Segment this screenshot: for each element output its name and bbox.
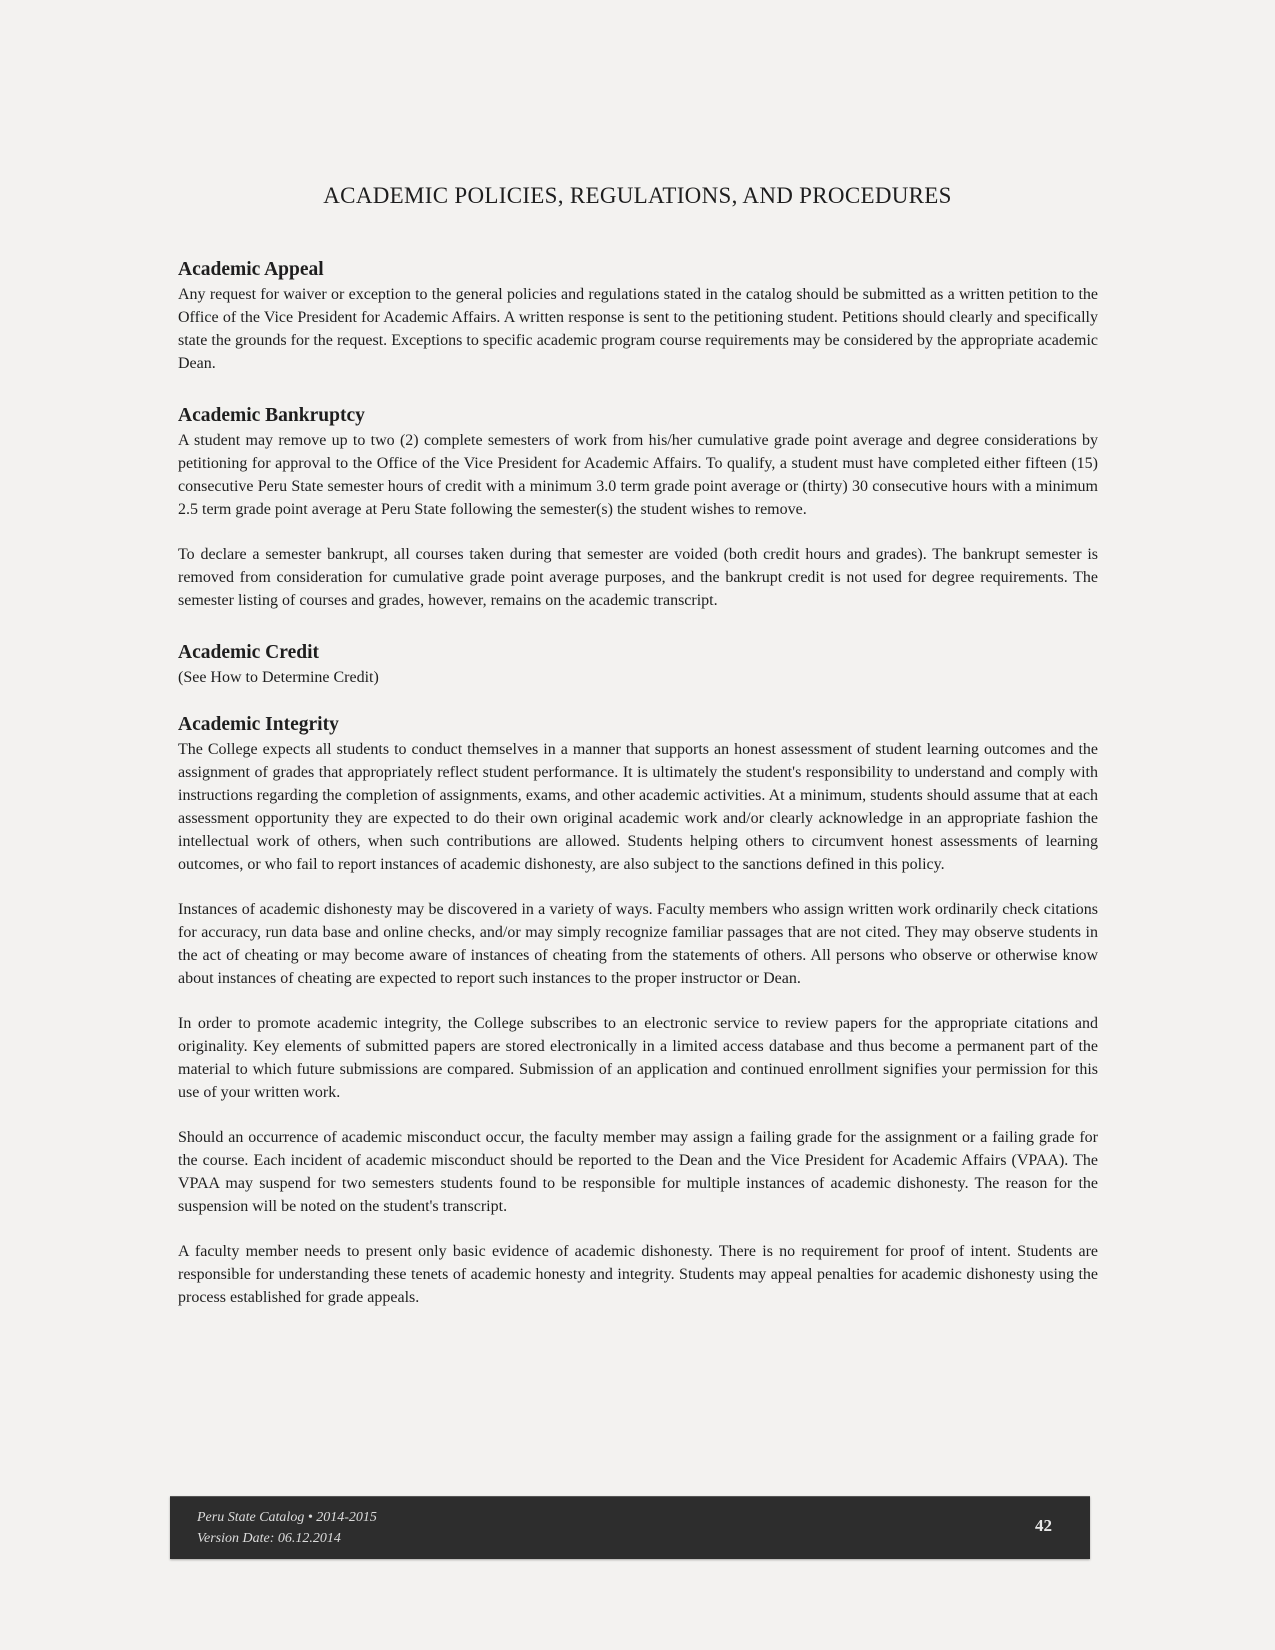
paragraph: In order to promote academic integrity, the College subscribes to an electronic service to review papers for the appropriate citations and originality. Key elements of submitted papers are stored electronically in a limited access database and thus become a permanent part of the material to which future submissions are compared. Submission of an application and continued enrollment signifies your permission for this use of your written work. bbox=[178, 1015, 1098, 1101]
footer-catalog-info bbox=[197, 1507, 377, 1549]
footer-version-date: Version Date: 06.12.2014 bbox=[197, 1531, 341, 1546]
cross-reference: (See How to Determine Credit) bbox=[178, 669, 379, 686]
paragraph: To declare a semester bankrupt, all courses taken during that semester are voided (both credit hours and grades). The bankrupt semester is removed from consideration for cumulative grade point average purposes, and the bankrupt credit is not used for degree requirements. The semester listing of courses and grades, however, remains on the academic transcript. bbox=[178, 546, 1098, 609]
section-academic-bankruptcy bbox=[178, 404, 1098, 612]
paragraph: A faculty member needs to present only basic evidence of academic dishonesty. There is no requirement for proof of intent. Students are responsible for understanding these tenets of academic honesty and integrity. Students may appeal penalties for academic dishonesty using the process established for grade appeals. bbox=[178, 1243, 1098, 1306]
paragraph: The College expects all students to conduct themselves in a manner that supports an honest assessment of student learning outcomes and the assignment of grades that appropriately reflect student performance. It is ultimately the student's responsibility to understand and comply with instructions regarding the completion of assignments, exams, and other academic activities. At a minimum, students should assume that at each assessment opportunity they are expected to do their own original academic work and/or clearly acknowledge in an appropriate fashion the intellectual work of others, when such contributions are allowed. Students helping others to circumvent honest assessments of learning outcomes, or who fail to report instances of academic dishonesty, are also subject to the sanctions defined in this policy. bbox=[178, 741, 1098, 873]
paragraph: A student may remove up to two (2) complete semesters of work from his/her cumulative grade point average and degree considerations by petitioning for approval to the Office of the Vice President for Academic Affairs. To qualify, a student must have completed either fifteen (15) consecutive Peru State semester hours of credit with a minimum 3.0 term grade point average or (thirty) 30 consecutive hours with a minimum 2.5 term grade point average at Peru State following the semester(s) the student wishes to remove. bbox=[178, 432, 1098, 518]
page-number: 42 bbox=[1035, 1516, 1052, 1535]
footer-catalog-title: Peru State Catalog • 2014-2015 bbox=[197, 1510, 377, 1525]
section-heading: Academic Integrity bbox=[178, 714, 339, 735]
section-heading: Academic Bankruptcy bbox=[178, 405, 365, 426]
page-footer bbox=[170, 1496, 1090, 1559]
paragraph: Should an occurrence of academic misconduct occur, the faculty member may assign a failing grade for the assignment or a failing grade for the course. Each incident of academic misconduct should be reported to the Dean and the Vice President for Academic Affairs (VPAA). The VPAA may suspend for two semesters students found to be responsible for multiple instances of academic dishonesty. The reason for the suspension will be noted on the student's transcript. bbox=[178, 1129, 1098, 1215]
page-content bbox=[178, 258, 1098, 1309]
paragraph: Instances of academic dishonesty may be discovered in a variety of ways. Faculty members who assign written work ordinarily check citations for accuracy, run data base and online checks, and/or may simply recognize familiar passages that are not cited. They may observe students in the act of cheating or may become aware of instances of cheating from the statements of others. All persons who observe or otherwise know about instances of cheating are expected to report such instances to the proper instructor or Dean. bbox=[178, 901, 1098, 987]
section-academic-appeal bbox=[178, 258, 1098, 375]
section-heading: Academic Appeal bbox=[178, 259, 324, 280]
section-heading: Academic Credit bbox=[178, 642, 319, 663]
section-academic-integrity bbox=[178, 713, 1098, 1309]
section-academic-credit bbox=[178, 641, 1098, 689]
page-title: ACADEMIC POLICIES, REGULATIONS, AND PROCEDURES bbox=[323, 183, 952, 208]
paragraph: Any request for waiver or exception to the general policies and regulations stated in the catalog should be submitted as a written petition to the Office of the Vice President for Academic Affairs. A written response is sent to the petitioning student. Petitions should clearly and specifically state the grounds for the request. Exceptions to specific academic program course requirements may be considered by the appropriate academic Dean. bbox=[178, 286, 1098, 372]
